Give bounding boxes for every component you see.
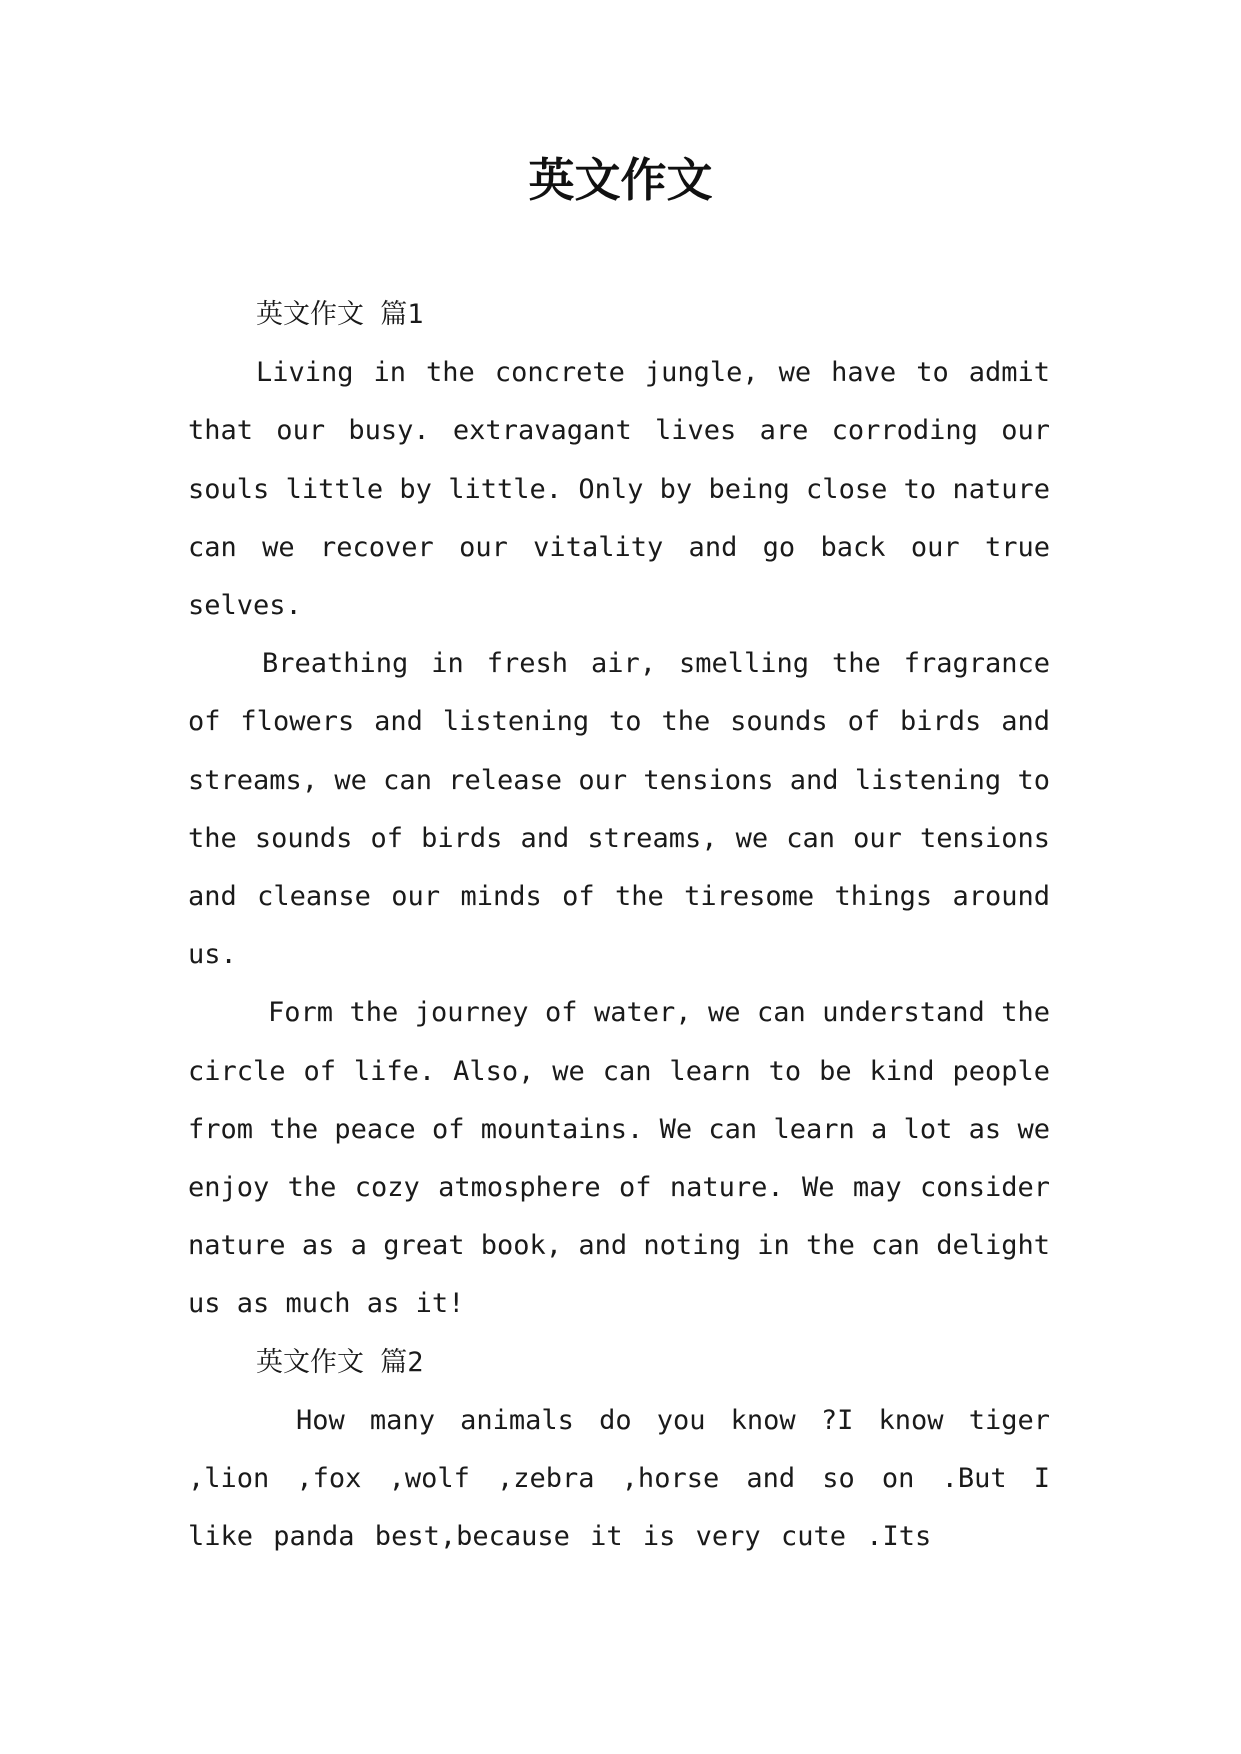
section-1-paragraph-3: Form the journey of water, we can understand the circle of life. Also, we can learn to be kind people from the peace of mountains. We can learn a lot as we enjoy the cozy atmosphere of nature. We may consider nature as a great book, and noting in the can delight us as much as it!: [188, 997, 1050, 1320]
section-heading-1: 英文作文 篇1: [256, 299, 424, 330]
section-1-paragraph-2: Breathing in fresh air, smelling the fragrance of flowers and listening to the sounds of birds and streams, we can release our tensions and listening to the sounds of birds and streams, we can our tensions and cleanse our minds of the tiresome things around us.: [188, 648, 1050, 971]
section-2-paragraph-1: How many animals do you know ?I know tiger ,lion ,fox ,wolf ,zebra ,horse and so on .But I like panda best,because it is very cute .Its: [188, 1404, 1050, 1553]
section-heading-2: 英文作文 篇2: [256, 1346, 424, 1378]
document-title: 英文作文: [528, 153, 713, 207]
document-body: [188, 286, 1050, 1566]
section-1-paragraph-1: Living in the concrete jungle, we have to admit that our busy. extravagant lives are corroding our souls little by little. Only by being close to nature can we recover our vitality and go back our true selves.: [188, 357, 1050, 622]
